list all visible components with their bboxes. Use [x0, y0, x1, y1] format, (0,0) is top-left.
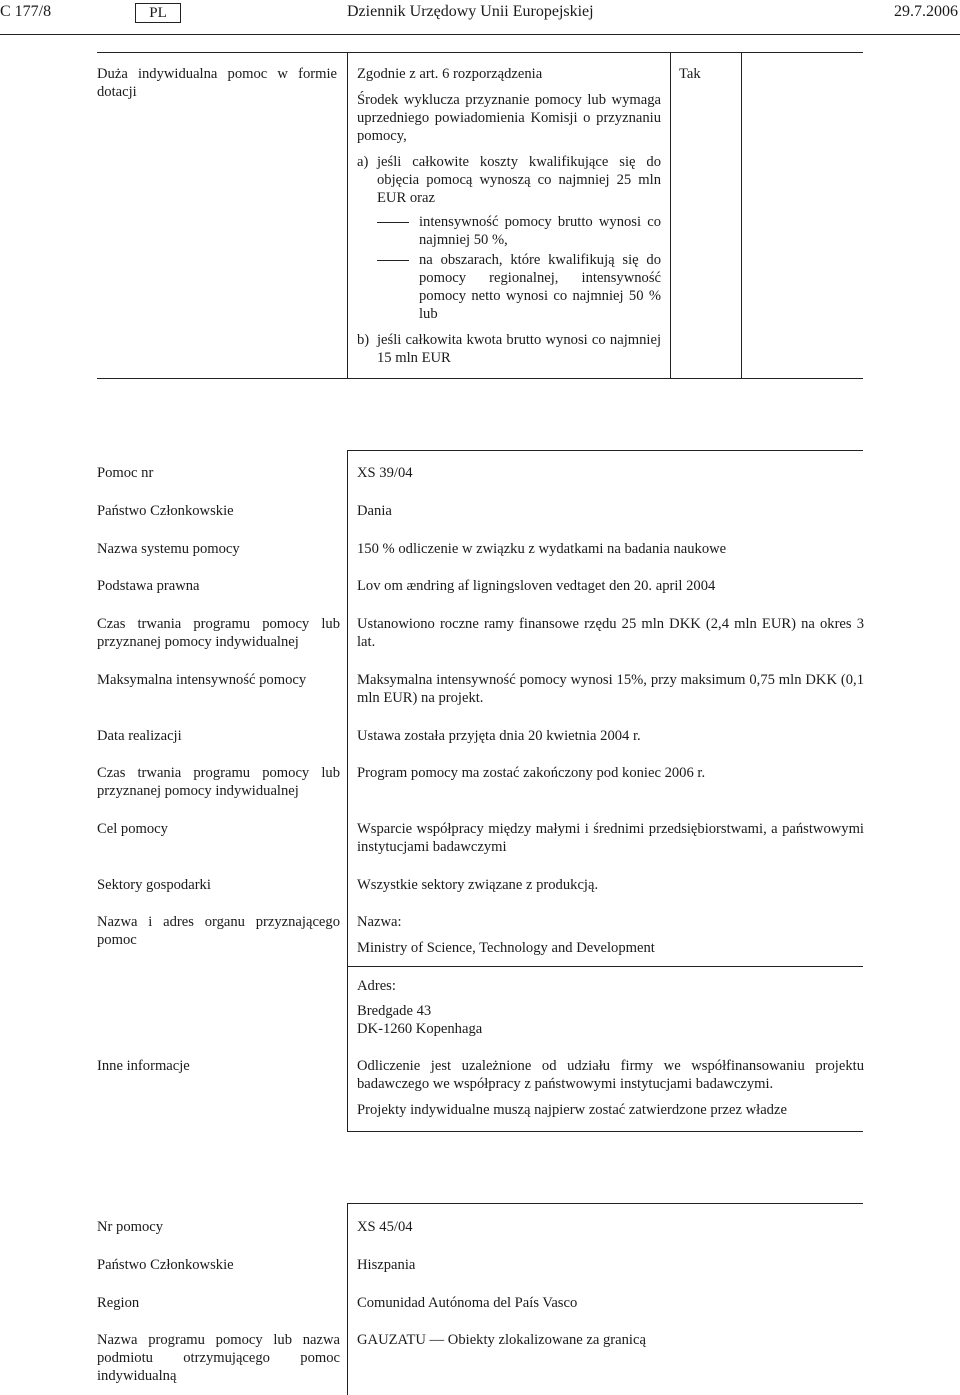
- journal-title: Dziennik Urzędowy Unii Europejskiej: [347, 3, 594, 20]
- other-info-text: Projekty indywidualne muszą najpierw zostać zatwierdzone przez władze: [357, 1102, 787, 1118]
- row-label: Pomoc nr: [97, 465, 154, 481]
- condition-b-text: jeśli całkowita kwota brutto wynosi co najmniej 15 mln EUR: [377, 332, 661, 366]
- row-label: Data realizacji: [97, 728, 182, 744]
- dash-marker: [377, 260, 409, 261]
- compliance-cell: [357, 65, 661, 367]
- row-label: Nazwa systemu pomocy: [97, 541, 240, 557]
- dash-marker: [377, 222, 409, 223]
- table-1-divider-1: [347, 52, 348, 379]
- row-label: Państwo Członkowskie: [97, 503, 234, 519]
- dash-item-2-text: na obszarach, które kwalifikują się do pomocy regionalnej, intensywność pomocy netto wynosi co najmniej 50 % lub: [419, 252, 661, 322]
- table-1-divider-3: [741, 52, 742, 379]
- row-label: Czas trwania programu pomocy lub przyznanej pomocy indywidualnej: [97, 765, 340, 799]
- max-intensity-value: Maksymalna intensywność pomocy wynosi 15%, przy maksimum 0,75 mln DKK (0,1 mln EUR) na projekt.: [357, 672, 864, 706]
- authority-name: Ministry of Science, Technology and Development: [357, 940, 655, 956]
- table-1-top-border: [97, 52, 863, 53]
- budget-value: Ustanowiono roczne ramy finansowe rzędu 25 mln DKK (2,4 mln EUR) na okres 3 lat.: [357, 616, 864, 650]
- compliance-intro: Środek wyklucza przyznanie pomocy lub wymaga uprzedniego powiadomienia Komisji o przyznaniu pomocy,: [357, 92, 661, 144]
- legal-basis-value: Lov om ændring af ligningsloven vedtaget den 20. april 2004: [357, 578, 716, 594]
- member-state-value: Hiszpania: [357, 1257, 416, 1273]
- objective-value: Wsparcie współpracy między małymi i średnimi przedsiębiorstwami, a państwowymi instytucjami badawczymi: [357, 821, 864, 855]
- region-value: Comunidad Autónoma del País Vasco: [357, 1295, 578, 1311]
- table-2-bottom-border: [347, 1131, 863, 1132]
- scheme-name-value: GAUZATU — Obiekty zlokalizowane za granicą: [357, 1332, 646, 1348]
- table-3-divider: [347, 1203, 348, 1395]
- authority-name-caption: Nazwa:: [357, 914, 402, 930]
- row-label: Sektory gospodarki: [97, 877, 211, 893]
- member-state-value: Dania: [357, 503, 392, 519]
- applicable-value: Tak: [679, 66, 701, 82]
- authority-address-caption: Adres:: [357, 978, 396, 994]
- row-label: Region: [97, 1295, 140, 1311]
- aid-number-value: XS 45/04: [357, 1219, 413, 1235]
- implementation-date-value: Ustawa została przyjęta dnia 20 kwietnia 2004 r.: [357, 728, 641, 744]
- table-2-top-border: [347, 450, 863, 451]
- table-1-divider-2: [670, 52, 671, 379]
- scheme-name-value: 150 % odliczenie w związku z wydatkami na badania naukowe: [357, 541, 727, 557]
- publication-date: 29.7.2006: [894, 3, 958, 20]
- compliance-title: Zgodnie z art. 6 rozporządzenia: [357, 66, 543, 82]
- other-info-text: Odliczenie jest uzależnione od udziału firmy we współfinansowaniu projektu badawczego we współpracy z państwowymi instytucjami badawczymi.: [357, 1058, 864, 1092]
- condition-b: [357, 331, 661, 367]
- condition-a-dashes: [357, 213, 661, 323]
- condition-b-label: b): [357, 332, 370, 348]
- dash-item-2: [377, 251, 661, 323]
- row-label: Państwo Członkowskie: [97, 1257, 234, 1273]
- table-3-top-border: [347, 1203, 863, 1204]
- row-label: Podstawa prawna: [97, 578, 200, 594]
- condition-a: [357, 153, 661, 207]
- authority-address-line: Bredgade 43: [357, 1003, 432, 1019]
- sectors-value: Wszystkie sektory związane z produkcją.: [357, 877, 599, 893]
- aid-number-value: XS 39/04: [357, 465, 413, 481]
- authority-address-line: DK-1260 Kopenhaga: [357, 1021, 483, 1037]
- header-rule: [0, 34, 960, 35]
- table-2-divider: [347, 450, 348, 1132]
- table-1-bottom-border: [97, 378, 863, 379]
- row-label: Czas trwania programu pomocy lub przyznanej pomocy indywidualnej: [97, 616, 340, 650]
- authority-label: Nazwa i adres organu przyznającego pomoc: [97, 914, 340, 948]
- other-info-label: Inne informacje: [97, 1058, 190, 1074]
- row-label: Maksymalna intensywność pomocy: [97, 672, 307, 688]
- page-reference: C 177/8: [0, 3, 52, 20]
- condition-a-text: jeśli całkowite koszty kwalifikujące się do objęcia pomocą wynoszą co najmniej 25 mln EUR oraz: [377, 154, 661, 206]
- row-label: Nazwa programu pomocy lub nazwa podmiotu otrzymującego pomoc indywidualną: [97, 1332, 340, 1384]
- authority-separator: [347, 966, 863, 967]
- row-label: Cel pomocy: [97, 821, 168, 837]
- aid-type-label: Duża indywidualna pomoc w formie dotacji: [97, 66, 337, 100]
- dash-item-1-text: intensywność pomocy brutto wynosi co najmniej 50 %,: [419, 214, 661, 248]
- duration-value: Program pomocy ma zostać zakończony pod koniec 2006 r.: [357, 765, 706, 781]
- dash-item-1: [377, 213, 661, 249]
- language-box: PL: [135, 3, 181, 23]
- row-label: Nr pomocy: [97, 1219, 164, 1235]
- condition-a-label: a): [357, 154, 369, 170]
